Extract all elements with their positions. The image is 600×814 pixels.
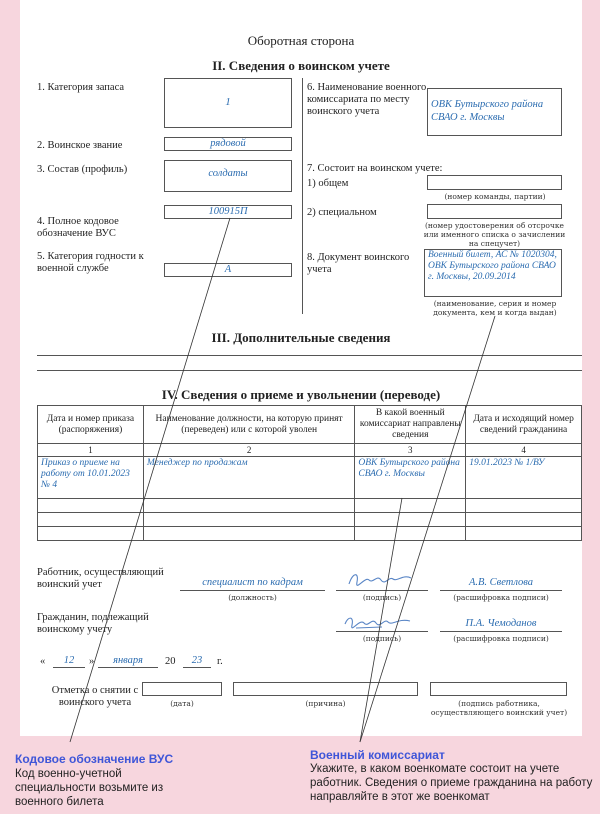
row1-order[interactable]: Приказ о приеме на работу от 10.01.2023 № 4 <box>38 457 144 499</box>
name2-value: П.А. Чемоданов <box>465 618 537 629</box>
field5-value: А <box>224 264 232 275</box>
col-header-4: Дата и исходящий номер сведений гражданина <box>466 406 582 444</box>
date-year: 23 <box>191 655 203 666</box>
field2-label: 2. Воинское звание <box>37 140 123 151</box>
field8-note: (наименование, серия и номер документа, кем и когда выдан) <box>433 299 557 317</box>
date-day: 12 <box>63 655 75 666</box>
field8-label: 8. Документ воинского учета <box>307 252 410 275</box>
field7-special-note: (номер удостоверения об отсрочке или именного списка о зачислении на спецучет) <box>423 221 566 248</box>
col-num-3: 3 <box>355 444 466 457</box>
row1-commissariat[interactable]: ОВК Бутырского района СВАО г. Москвы <box>355 457 466 499</box>
col-num-4: 4 <box>466 444 582 457</box>
callout-right-text: Укажите, в каком военкомате состоит на учете работник. Сведения о приеме гражданина на работу направляйте в этот же военкомат <box>310 763 593 803</box>
name2-caption: (расшифровка подписи) <box>453 634 549 643</box>
position-caption: (должность) <box>228 593 277 602</box>
field7-label: 7. Состоит на воинском учете: <box>307 163 443 174</box>
field2-value: рядовой <box>210 138 246 149</box>
date-suffix: г. <box>217 656 223 667</box>
right-pointer-line-1 <box>360 316 495 742</box>
row1-date-number[interactable]: 19.01.2023 № 1/ВУ <box>466 457 582 499</box>
date-century: 20 <box>165 656 176 667</box>
callout-left-title: Кодовое обозначение ВУС <box>15 752 174 766</box>
field5-label: 5. Категория годности к военной службе <box>37 251 144 274</box>
col-num-2: 2 <box>143 444 355 457</box>
date-open-quote: « <box>40 656 46 667</box>
callout-left-text: Код военно-учетной специальности возьмите из военного билета <box>15 768 164 808</box>
date-month: января <box>113 655 143 666</box>
side-title: Оборотная сторона <box>247 33 355 48</box>
field4-value: 100915П <box>208 206 248 217</box>
col-num-1: 1 <box>38 444 144 457</box>
field4-label: 4. Полное кодовое обозначение ВУС <box>37 216 119 239</box>
field3-value: солдаты <box>208 168 248 179</box>
citizen-label: Гражданин, подлежащий воинскому учету <box>37 612 149 635</box>
field8-value: Военный билет, АС № 1020304, ОВК Бутырского района СВАО г. Москвы, 20.09.2014 <box>428 250 557 282</box>
section2-title: II. Сведения о воинском учете <box>212 58 390 73</box>
callout-right-title: Военный комиссариат <box>310 748 445 762</box>
field1-value: 1 <box>225 96 231 108</box>
col-header-2: Наименование должности, на которую принят (переведен) или с которой уволен <box>143 406 355 444</box>
row1-position[interactable]: Менеджер по продажам <box>143 457 355 499</box>
date-close-quote: » <box>89 656 95 667</box>
removal-label: Отметка о снятии с воинского учета <box>51 685 139 708</box>
removal-date-caption: (дата) <box>170 699 194 708</box>
field7-special-label: 2) специальном <box>307 207 377 218</box>
col-header-3: В какой военный комиссариат направлены сведения <box>355 406 466 444</box>
field6-label: 6. Наименование военного комиссариата по месту воинского учета <box>307 82 427 117</box>
removal-reason-caption: (причина) <box>305 699 346 708</box>
col-header-1: Дата и номер приказа (распоряжения) <box>38 406 144 444</box>
right-pointer-line-2 <box>360 498 402 742</box>
name1-value: А.В. Светлова <box>468 577 534 588</box>
employee-label: Работник, осуществляющий воинский учет <box>37 567 164 590</box>
field1-label: 1. Категория запаса <box>37 82 125 93</box>
removal-sign-caption: (подпись работника, осуществляющего воинский учет) <box>430 699 568 717</box>
sign2-caption: (подпись) <box>362 634 402 643</box>
field3-label: 3. Состав (профиль) <box>37 164 128 175</box>
section4-title: IV. Сведения о приеме и увольнении (переводе) <box>161 387 441 402</box>
name1-caption: (расшифровка подписи) <box>453 593 549 602</box>
field7-general-label: 1) общем <box>307 178 349 189</box>
section3-title: III. Дополнительные сведения <box>211 330 391 345</box>
left-pointer-line <box>70 218 230 742</box>
sign1-caption: (подпись) <box>362 593 402 602</box>
position-value: специалист по кадрам <box>202 577 303 588</box>
field6-value: ОВК Бутырского района СВАО г. Москвы <box>431 99 544 123</box>
field7-general-note: (номер команды, партии) <box>444 192 546 201</box>
